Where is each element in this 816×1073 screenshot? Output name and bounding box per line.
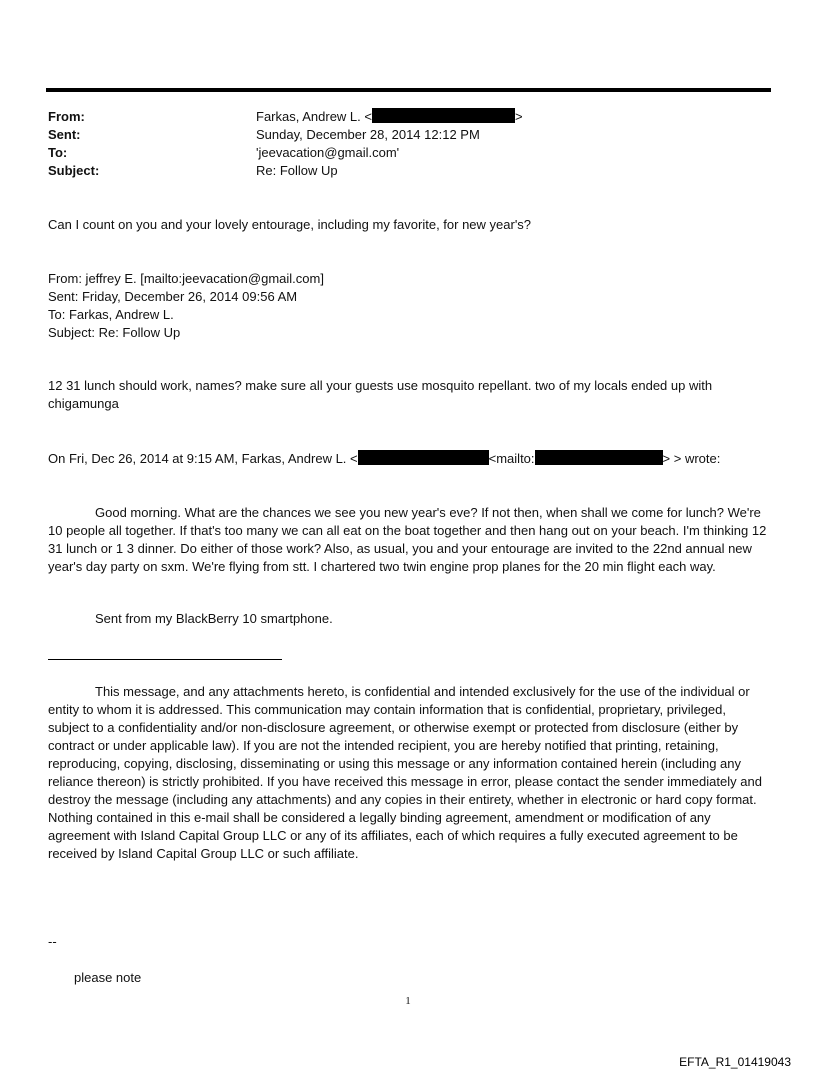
reply-body: Can I count on you and your lovely entourage, including my favorite, for new year's? [48, 217, 532, 232]
quote-intro-suffix: > > wrote: [662, 451, 721, 466]
forwarded-sent: Sent: Friday, December 26, 2014 09:56 AM [48, 289, 298, 304]
redaction-bar [358, 450, 489, 465]
jeffrey-body: 12 31 lunch should work, names? make sure all your guests use mosquito repellant. two of my locals ended up with chigamunga [48, 378, 713, 411]
page-number: 1 [405, 995, 411, 1007]
subject-label: Subject: [48, 163, 100, 178]
from-row [48, 108, 523, 126]
original-body: Good morning. What are the chances we see you new year's eve? If not then, when shall we come for lunch? We're 10 people all together. If that's too many we can all eat on the boat together and then hang out on your beach. I'm thinking 12 31 lunch or 1 3 dinner. Do either of those work? Also, as usual, you and your entourage are invited to the 22nd annual new year's day party on sxm. We're flying from stt. I chartered two twin engine prop planes for the 20 min flight each way. [48, 505, 767, 574]
forwarded-from: From: jeffrey E. [mailto:jeevacation@gmail.com] [48, 271, 324, 286]
redaction-bar [372, 108, 515, 123]
to-value: 'jeevacation@gmail.com' [256, 145, 400, 160]
to-row [48, 144, 523, 162]
header-rule [46, 88, 771, 92]
document-id: EFTA_R1_01419043 [679, 1055, 791, 1069]
quote-intro-mailto: <mailto: [488, 451, 535, 466]
from-label: From: [48, 109, 85, 124]
from-value [256, 108, 523, 126]
forwarded-to: To: Farkas, Andrew L. [48, 307, 174, 322]
email-header [48, 108, 523, 180]
quote-intro [48, 450, 768, 468]
sent-value: Sunday, December 28, 2014 12:12 PM [256, 127, 480, 142]
subject-value: Re: Follow Up [256, 163, 338, 178]
quote-intro-prefix: On Fri, Dec 26, 2014 at 9:15 AM, Farkas, Andrew L. < [48, 451, 358, 466]
to-label: To: [48, 145, 68, 160]
forwarded-header [48, 270, 768, 342]
please-note: please note [74, 970, 142, 985]
sent-row [48, 126, 523, 144]
from-name: Farkas, Andrew L. < [256, 109, 372, 124]
signature: Sent from my BlackBerry 10 smartphone. [95, 611, 333, 626]
disclaimer: This message, and any attachments hereto, is confidential and intended exclusively for the use of the individual or entity to whom it is addressed. This communication may contain information that is confidential, proprietary, privileged, subject to a confidentiality and/or non-disclosure agreement, or otherwise exempt or protected from disclosure (either by contract or under applicable law). If you are not the intended recipient, you are hereby notified that printing, retaining, reproducing, copying, disclosing, disseminating or using this message or any information contained herein (including any reliance thereon) is strictly prohibited. If you have received this message in error, please contact the sender immediately and destroy the message (including any attachments) and any copies in their entirety, whether in electronic or hard copy format. Nothing contained in this e-mail shall be considered a legally binding agreement, amendment or modification of any agreement with Island Capital Group LLC or any of its affiliates, each of which requires a fully executed agreement to be received by Island Capital Group LLC or such affiliate. [48, 684, 762, 861]
subject-row [48, 162, 523, 180]
forwarded-subject: Subject: Re: Follow Up [48, 325, 181, 340]
from-close: > [514, 109, 523, 124]
sent-label: Sent: [48, 127, 81, 142]
sig-dash: -- [48, 934, 57, 949]
redaction-bar [535, 450, 663, 465]
signature-rule [48, 659, 282, 660]
